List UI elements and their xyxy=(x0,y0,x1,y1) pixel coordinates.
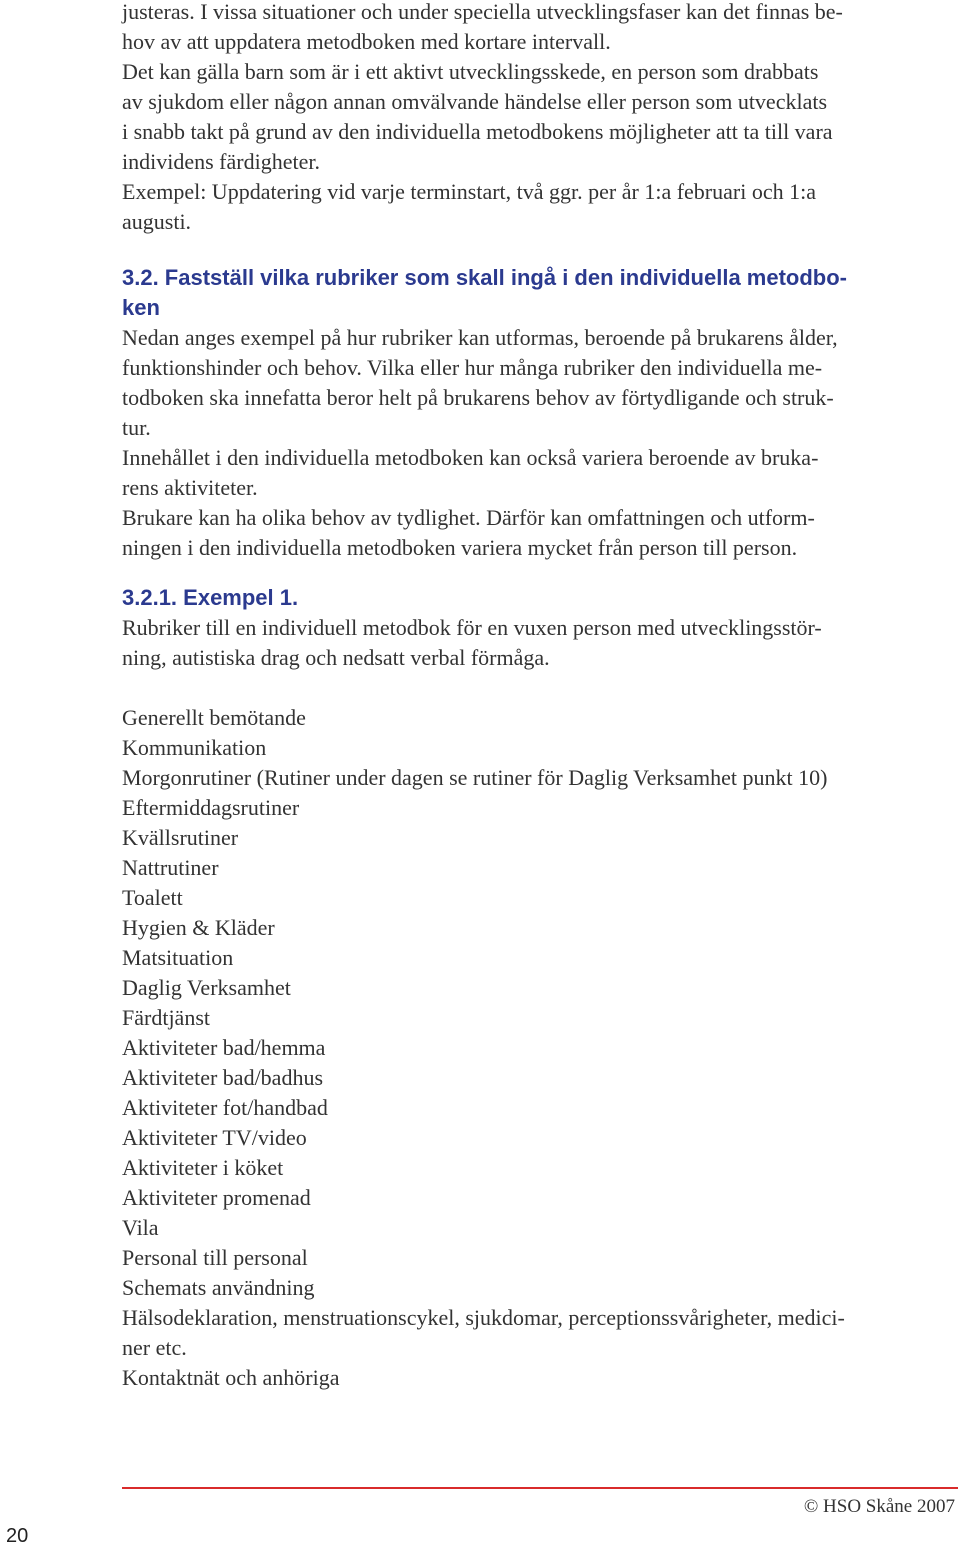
heading-line: ken xyxy=(122,295,160,320)
text-line: rens aktiviteter. xyxy=(122,475,258,500)
text-line: ning, autistiska drag och nedsatt verbal förmåga. xyxy=(122,645,550,670)
spacer xyxy=(122,673,958,703)
spacer xyxy=(122,237,958,263)
intro-paragraph xyxy=(122,0,958,237)
text-line: Rubriker till en individuell metodbok för en vuxen person med utvecklingsstör- xyxy=(122,615,822,640)
text-line: funktionshinder och behov. Vilka eller hur många rubriker den individuella me- xyxy=(122,355,823,380)
topic-item: Aktiviteter promenad xyxy=(122,1185,311,1210)
text-line: augusti. xyxy=(122,209,192,234)
topic-item: Generellt bemötande xyxy=(122,705,306,730)
topic-item: ner etc. xyxy=(122,1335,187,1360)
topic-item: Daglig Verksamhet xyxy=(122,975,291,1000)
text-line: hov av att uppdatera metodboken med kortare intervall. xyxy=(122,29,611,54)
topic-item: Schemats användning xyxy=(122,1275,315,1300)
section-heading-3-2-1 xyxy=(122,583,958,613)
topic-item: Personal till personal xyxy=(122,1245,308,1270)
topic-item: Kontaktnät och anhöriga xyxy=(122,1365,340,1390)
text-line: Innehållet i den individuella metodboken kan också variera beroende av bruka- xyxy=(122,445,819,470)
section-3-2-1-body xyxy=(122,613,958,673)
topic-item: Morgonrutiner (Rutiner under dagen se rutiner för Daglig Verksamhet punkt 10) xyxy=(122,765,828,790)
topic-item: Vila xyxy=(122,1215,159,1240)
text-line: av sjukdom eller någon annan omvälvande händelse eller person som utvecklats xyxy=(122,89,828,114)
footer-copyright: © HSO Skåne 2007 xyxy=(803,1496,955,1517)
topic-item: Hälsodeklaration, menstruationscykel, sjukdomar, perceptionssvårigheter, medici- xyxy=(122,1305,845,1330)
text-line: i snabb takt på grund av den individuella metodbokens möjligheter att ta till vara xyxy=(122,119,833,144)
topic-list xyxy=(122,703,958,1393)
topic-item: Färdtjänst xyxy=(122,1005,210,1030)
text-line: Nedan anges exempel på hur rubriker kan utformas, beroende på brukarens ålder, xyxy=(122,325,838,350)
text-line: justeras. I vissa situationer och under speciella utvecklingsfaser kan det finnas be- xyxy=(122,0,843,24)
page-number: 20 xyxy=(6,1525,29,1547)
heading-line: 3.2.1. Exempel 1. xyxy=(122,585,299,610)
section-3-2-body xyxy=(122,323,958,563)
text-line: Exempel: Uppdatering vid varje terminstart, två ggr. per år 1:a februari och 1:a xyxy=(122,179,816,204)
footer-divider xyxy=(122,1487,958,1489)
text-line: ningen i den individuella metodboken variera mycket från person till person. xyxy=(122,535,798,560)
section-heading-3-2 xyxy=(122,263,958,323)
topic-item: Eftermiddagsrutiner xyxy=(122,795,300,820)
page-content xyxy=(122,0,958,1393)
topic-item: Aktiviteter bad/hemma xyxy=(122,1035,326,1060)
topic-item: Aktiviteter fot/handbad xyxy=(122,1095,328,1120)
heading-line: 3.2. Fastställ vilka rubriker som skall ingå i den individuella metodbo- xyxy=(122,265,847,290)
topic-item: Aktiviteter i köket xyxy=(122,1155,284,1180)
text-line: todboken ska innefatta beror helt på brukarens behov av förtydligande och struk- xyxy=(122,385,834,410)
topic-item: Kvällsrutiner xyxy=(122,825,239,850)
text-line: individens färdigheter. xyxy=(122,149,320,174)
topic-item: Hygien & Kläder xyxy=(122,915,275,940)
topic-item: Kommunikation xyxy=(122,735,267,760)
spacer xyxy=(122,563,958,583)
text-line: Brukare kan ha olika behov av tydlighet. Därför kan omfattningen och utform- xyxy=(122,505,815,530)
topic-item: Nattrutiner xyxy=(122,855,219,880)
text-line: Det kan gälla barn som är i ett aktivt utvecklingsskede, en person som drabbats xyxy=(122,59,819,84)
topic-item: Aktiviteter TV/video xyxy=(122,1125,307,1150)
text-line: tur. xyxy=(122,415,151,440)
topic-item: Aktiviteter bad/badhus xyxy=(122,1065,324,1090)
topic-item: Toalett xyxy=(122,885,183,910)
topic-item: Matsituation xyxy=(122,945,234,970)
